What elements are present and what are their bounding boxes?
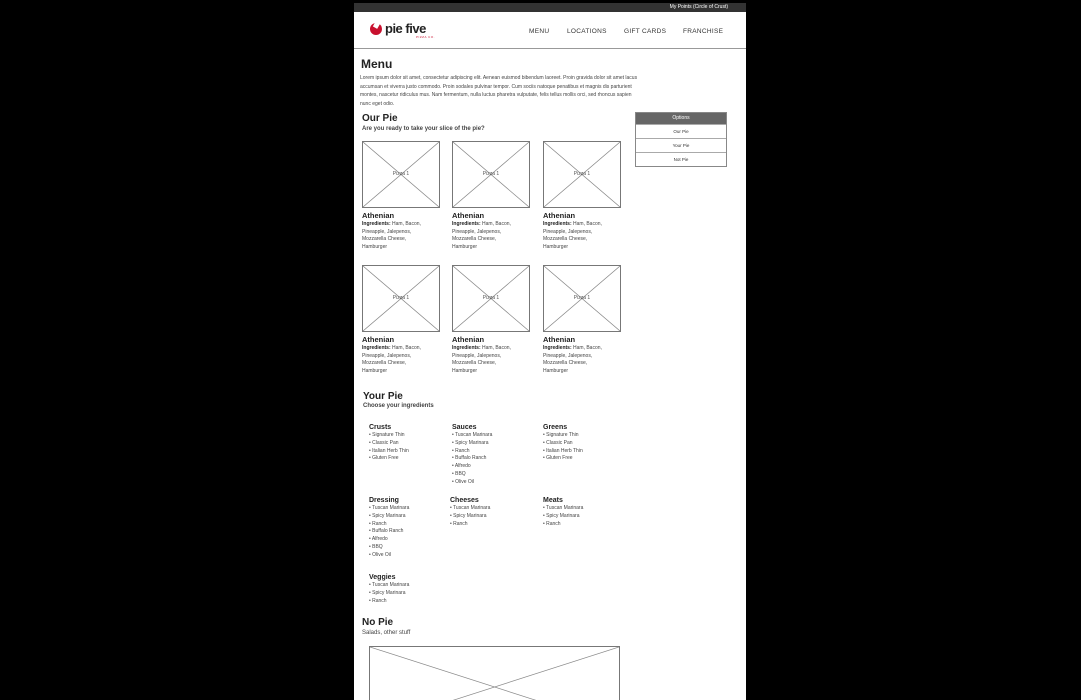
ingredients-text: Ham, Bacon, Pineapple, Jalepenos, Mozzarella Cheese, Hamburger: [362, 221, 421, 251]
ingredient-option[interactable]: • Alfredo: [369, 536, 388, 543]
image-label: Pizza 1: [482, 171, 500, 177]
category-title: Greens: [543, 424, 568, 431]
nav-locations[interactable]: LOCATIONS: [567, 28, 607, 35]
ingredients-label: Ingredients:: [362, 345, 391, 351]
category-title: Cheeses: [450, 497, 479, 504]
nav-menu[interactable]: MENU: [529, 28, 550, 35]
category-cheeses: [450, 497, 490, 528]
category-list: [452, 432, 492, 487]
ingredient-option[interactable]: • Classic Pan: [543, 439, 573, 446]
image-label: Pizza 1: [482, 295, 500, 301]
pizza-name: Athenian: [452, 335, 485, 344]
ingredients-text: Ham, Bacon, Pineapple, Jalepenos, Mozzarella Cheese, Hamburger: [543, 221, 602, 251]
category-title: Dressing: [369, 497, 399, 504]
pizza-ingredients: [452, 221, 522, 252]
ingredient-option[interactable]: • Buffalo Ranch: [369, 528, 404, 535]
category-list: [543, 432, 583, 463]
pizza-ingredients: [362, 221, 432, 252]
ingredient-option[interactable]: • Ranch: [543, 520, 561, 527]
no-pie-subtitle: Salads, other stuff: [362, 630, 411, 636]
ingredients-text: Ham, Bacon, Pineapple, Jalepenos, Mozzarella Cheese, Hamburger: [452, 345, 511, 375]
pizza-name: Athenian: [452, 211, 485, 220]
ingredient-option[interactable]: • Alfredo: [452, 463, 471, 470]
ingredient-option[interactable]: • Tuscan Marinara: [369, 505, 410, 511]
category-title: Sauces: [452, 424, 477, 431]
ingredient-option[interactable]: • Classic Pan: [369, 439, 399, 446]
image-label: Pizza 1: [573, 295, 591, 301]
pizza-image-placeholder: [452, 265, 530, 332]
category-meats: [543, 497, 583, 528]
ingredient-option[interactable]: • Signature Thin: [369, 432, 405, 438]
pizza-image-placeholder: [362, 265, 440, 332]
ingredient-option[interactable]: • BBQ: [452, 470, 466, 477]
image-label: Pizza 1: [392, 171, 410, 177]
category-list: [369, 582, 409, 605]
ingredient-option[interactable]: • Signature Thin: [543, 432, 579, 438]
ingredient-option[interactable]: • Olive Oil: [369, 551, 392, 558]
ingredient-option[interactable]: • Ranch: [452, 447, 470, 454]
ingredient-option[interactable]: • Tuscan Marinara: [450, 505, 491, 511]
ingredient-option[interactable]: • Spicy Marinara: [543, 512, 580, 519]
pizza-image-placeholder: [543, 265, 621, 332]
ingredients-text: Ham, Bacon, Pineapple, Jalepenos, Mozzarella Cheese, Hamburger: [362, 345, 421, 375]
ingredient-option[interactable]: • Ranch: [450, 520, 468, 527]
page-canvas: [354, 3, 746, 700]
pizza-ingredients: [543, 221, 613, 252]
image-label: Pizza 1: [573, 171, 591, 177]
ingredients-label: Ingredients:: [452, 345, 481, 351]
top-utility-bar: [354, 3, 746, 12]
ingredient-option[interactable]: • Italian Herb Thin: [369, 447, 409, 454]
options-item-not-pie[interactable]: Not Pie: [636, 152, 726, 166]
pizza-image-placeholder: [452, 141, 530, 208]
ingredient-option[interactable]: • Olive Oil: [452, 478, 475, 485]
category-dressing: [369, 497, 409, 560]
pizza-card[interactable]: [452, 141, 530, 252]
ingredient-option[interactable]: • Tuscan Marinara: [543, 505, 584, 511]
options-menu: [635, 112, 727, 167]
category-title: Crusts: [369, 424, 392, 431]
intro-text: Lorem ipsum dolor sit amet, consectetur adipiscing elit. Aenean euismod bibendum laoreet. Proin gravida dolor sit amet lacus accumsan et viverra justo commodo. Proin sodales pulvinar tempor. Cum sociis natoque penatibus et magnis dis parturient montes, nascetur ridiculus mus. Nam fermentum, nulla luctus pharetra vulputate, felis tellus mollis orci, sed rhoncus sapien nunc eget odio.: [360, 75, 638, 107]
pizza-image-placeholder: [543, 141, 621, 208]
category-greens: [543, 424, 583, 463]
ingredient-option[interactable]: • Italian Herb Thin: [543, 447, 583, 454]
pizza-card[interactable]: [362, 265, 440, 376]
ingredients-label: Ingredients:: [362, 221, 391, 227]
ingredient-option[interactable]: • Buffalo Ranch: [452, 455, 487, 462]
pizza-ingredients: [452, 345, 522, 376]
pizza-name: Athenian: [362, 211, 395, 220]
ingredients-text: Ham, Bacon, Pineapple, Jalepenos, Mozzarella Cheese, Hamburger: [543, 345, 602, 375]
pie-slice-icon: [370, 23, 382, 35]
brand-name: pie five: [385, 21, 426, 36]
brand-sub: PIZZA CO.: [416, 35, 436, 39]
pizza-card[interactable]: [362, 141, 440, 252]
pizza-ingredients: [362, 345, 432, 376]
ingredients-label: Ingredients:: [452, 221, 481, 227]
our-pie-subtitle: Are you ready to take your slice of the pie?: [362, 126, 485, 132]
image-label: Pizza 1: [392, 295, 410, 301]
nav-franchise[interactable]: FRANCHISE: [683, 28, 724, 35]
ingredient-option[interactable]: • Tuscan Marinara: [369, 582, 410, 588]
pizza-ingredients: [543, 345, 613, 376]
ingredient-option[interactable]: • Gluten Free: [543, 455, 573, 462]
your-pie-subtitle: Choose your ingredients: [363, 403, 434, 409]
category-sauces: [452, 424, 492, 487]
ingredient-option[interactable]: • BBQ: [369, 543, 383, 550]
your-pie-title: Your Pie: [363, 391, 403, 402]
ingredient-option[interactable]: • Ranch: [369, 597, 387, 604]
category-list: [369, 505, 409, 560]
category-list: [450, 505, 490, 528]
pizza-card[interactable]: [543, 265, 621, 376]
category-title: Meats: [543, 497, 563, 504]
site-header: [354, 12, 746, 49]
category-crusts: [369, 424, 409, 463]
ingredient-option[interactable]: • Tuscan Marinara: [452, 432, 493, 438]
pizza-name: Athenian: [543, 335, 576, 344]
my-points-link[interactable]: My Points (Circle of Crust): [669, 4, 728, 10]
nav-gift-cards[interactable]: GIFT CARDS: [624, 28, 667, 35]
category-veggies: [369, 574, 409, 605]
options-header: Options: [636, 113, 726, 124]
ingredient-option[interactable]: • Ranch: [369, 520, 387, 527]
ingredients-label: Ingredients:: [543, 345, 572, 351]
no-pie-image-placeholder: [369, 646, 620, 700]
pizza-card[interactable]: [543, 141, 621, 252]
ingredient-option[interactable]: • Spicy Marinara: [450, 512, 487, 519]
ingredient-option[interactable]: • Gluten Free: [369, 455, 399, 462]
pizza-name: Athenian: [543, 211, 576, 220]
category-title: Veggies: [369, 574, 396, 581]
options-item-our-pie[interactable]: Our Pie: [636, 124, 726, 138]
ingredient-option[interactable]: • Spicy Marinara: [369, 589, 406, 596]
ingredient-option[interactable]: • Spicy Marinara: [369, 512, 406, 519]
category-list: [369, 432, 409, 463]
category-list: [543, 505, 583, 528]
ingredients-text: Ham, Bacon, Pineapple, Jalepenos, Mozzarella Cheese, Hamburger: [452, 221, 511, 251]
ingredients-label: Ingredients:: [543, 221, 572, 227]
pizza-image-placeholder: [362, 141, 440, 208]
options-item-your-pie[interactable]: Your Pie: [636, 138, 726, 152]
pizza-name: Athenian: [362, 335, 395, 344]
our-pie-title: Our Pie: [362, 113, 398, 124]
no-pie-title: No Pie: [362, 617, 394, 628]
ingredient-option[interactable]: • Spicy Marinara: [452, 439, 489, 446]
page-title: Menu: [361, 57, 393, 71]
pizza-card[interactable]: [452, 265, 530, 376]
